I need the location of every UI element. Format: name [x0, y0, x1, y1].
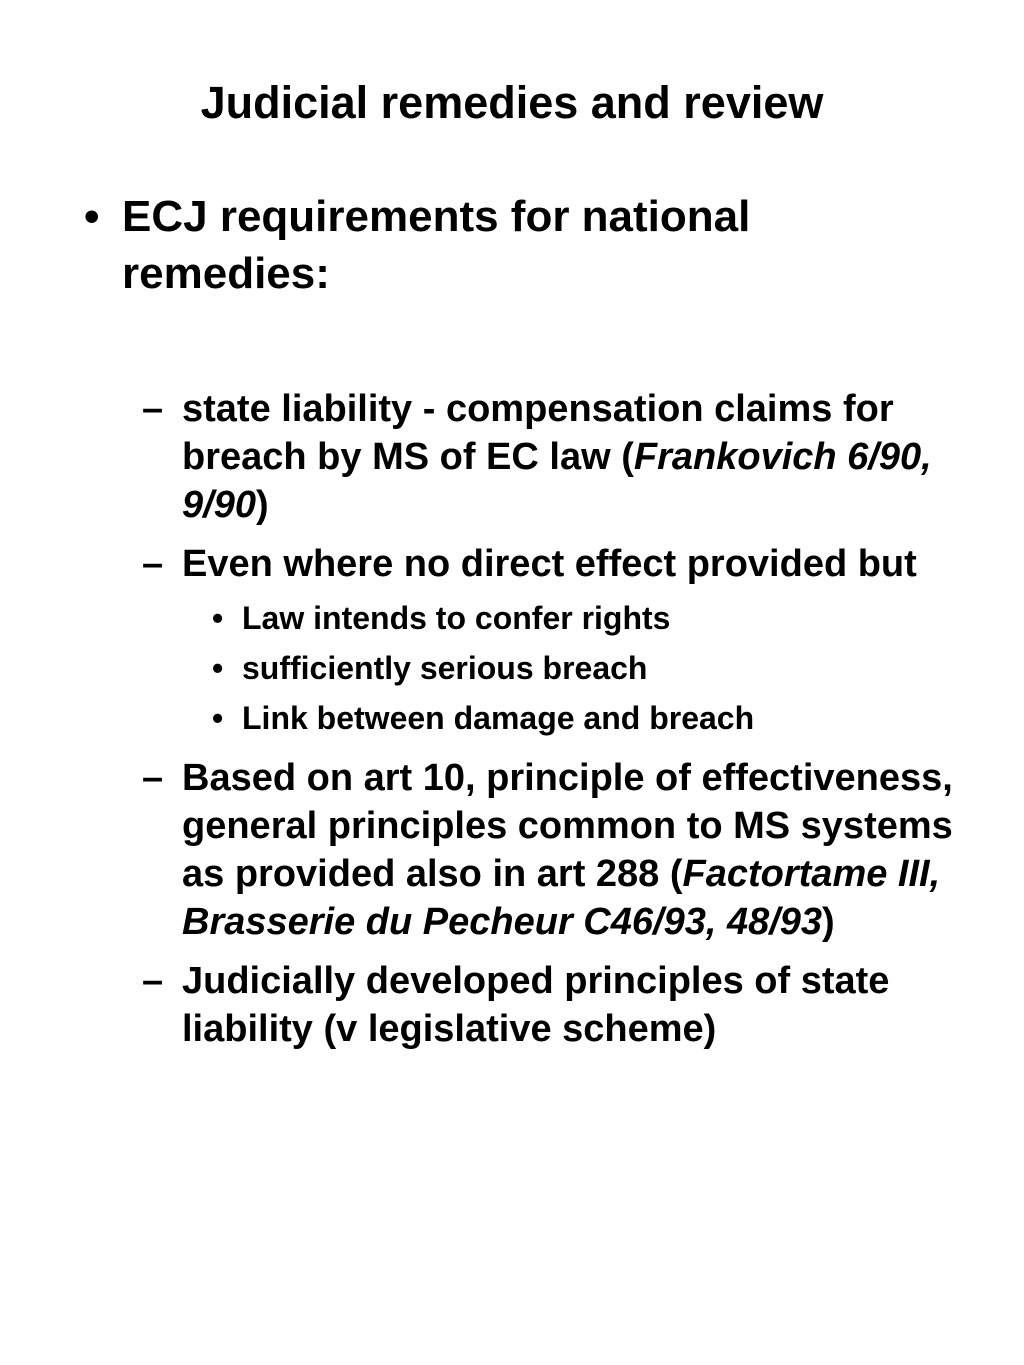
main-bullet-text: ECJ requirements for national remedies: — [122, 192, 751, 298]
sub-item-judicially — [0, 957, 1000, 1053]
sub-item-state-liability — [0, 385, 1000, 529]
bullet-marker: • — [212, 700, 224, 736]
slide-title: Judicial remedies and review — [200, 77, 824, 128]
condition-item — [0, 643, 1000, 693]
case-citation-factortame: Factortame III, Brasserie du Pecheur C46/93, 48/93 — [182, 853, 941, 943]
condition-item — [0, 593, 1000, 643]
condition-item — [0, 693, 1000, 743]
dash-marker: – — [142, 960, 164, 1002]
based-on-text: Based on art 10, principle of effectiveness, general principles common to MS systems as provided also in art 288 ( — [182, 757, 953, 895]
conditions-list — [0, 593, 1000, 743]
judicially-text: Judicially developed principles of state liability (v legislative scheme) — [182, 960, 890, 1050]
condition-text: Link between damage and breach — [242, 700, 755, 736]
case-citation-frankovich: Frankovich 6/90, 9/90 — [182, 436, 932, 526]
dash-marker: – — [142, 543, 164, 585]
state-liability-text: state liability - compensation claims for breach by MS of EC law ( — [182, 388, 894, 478]
bullet-marker: • — [212, 650, 224, 686]
direct-effect-text: Even where no direct effect provided but — [182, 543, 917, 585]
bullet-marker: • — [212, 600, 224, 636]
dash-marker: – — [142, 757, 164, 799]
close-paren: ) — [255, 484, 269, 526]
sub-item-text — [182, 385, 982, 529]
sub-item-direct-effect — [0, 540, 1000, 743]
condition-text: Law intends to confer rights — [242, 600, 671, 636]
close-paren: ) — [822, 901, 835, 943]
sub-bullet-list — [0, 385, 1000, 1064]
dash-marker: – — [142, 388, 164, 430]
bullet-marker: • — [84, 192, 100, 241]
sub-item-based-on — [0, 754, 1000, 946]
condition-text: sufficiently serious breach — [242, 650, 648, 686]
main-bullet-item — [0, 188, 1000, 302]
main-bullet-list — [0, 188, 1000, 302]
sub-item-text — [182, 754, 982, 946]
